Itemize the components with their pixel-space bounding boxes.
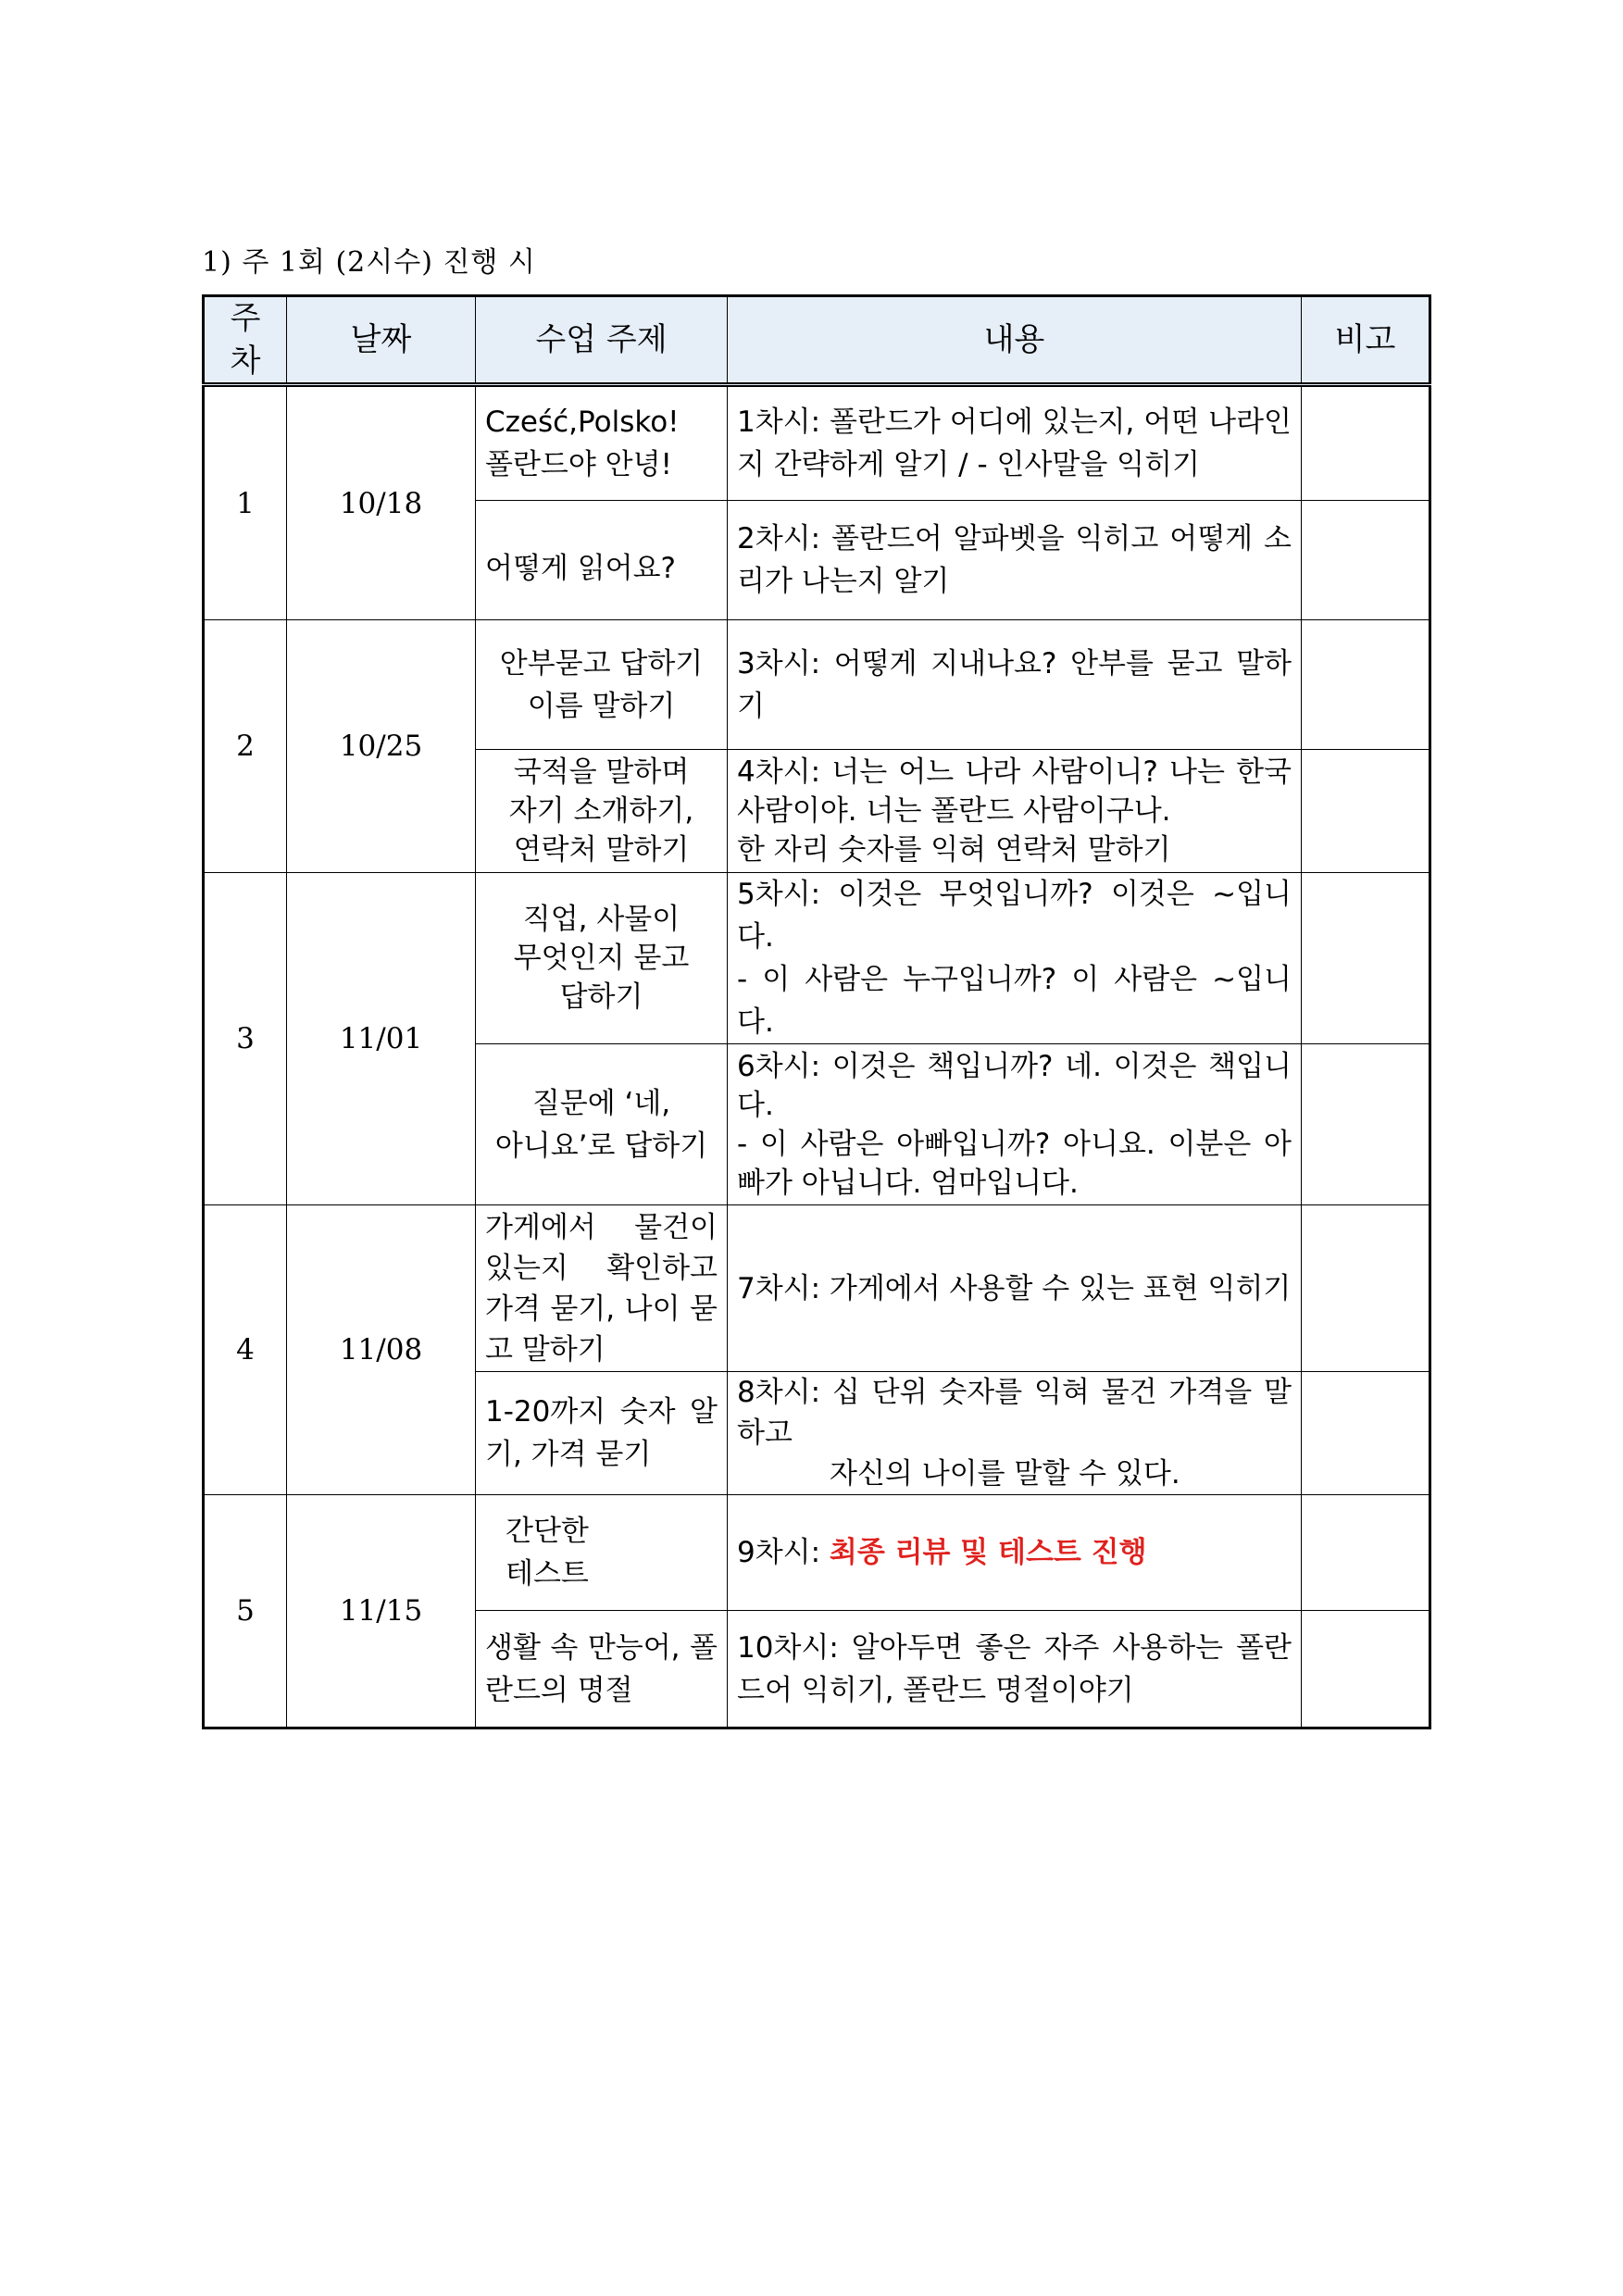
- week-number: 1: [204, 385, 287, 620]
- header-note: 비고: [1302, 296, 1430, 385]
- lesson-content: 1차시: 폴란드가 어디에 있는지, 어떤 나라인지 간략하게 알기 / - 인사말을 익히기: [728, 385, 1302, 501]
- lesson-content: 2차시: 폴란드어 알파벳을 익히고 어떻게 소리가 나는지 알기: [728, 501, 1302, 620]
- header-date: 날짜: [287, 296, 476, 385]
- week-number: 3: [204, 873, 287, 1205]
- lesson-topic: 간단한 테스트: [476, 1495, 728, 1611]
- lesson-note: [1302, 1205, 1430, 1372]
- lesson-topic: 질문에 ‘네, 아니요’로 답하기: [476, 1044, 728, 1205]
- lesson-content: 7차시: 가게에서 사용할 수 있는 표현 익히기: [728, 1205, 1302, 1372]
- table-row: [204, 873, 1430, 1044]
- header-row: [204, 296, 1430, 385]
- highlighted-content: 최종 리뷰 및 테스트 진행: [829, 1536, 1147, 1569]
- table-row: [204, 620, 1430, 750]
- week-number: 5: [204, 1495, 287, 1728]
- lesson-note: [1302, 620, 1430, 750]
- week-number: 2: [204, 620, 287, 873]
- lesson-topic: 직업, 사물이 무엇인지 묻고 답하기: [476, 873, 728, 1044]
- lesson-note: [1302, 1044, 1430, 1205]
- lesson-note: [1302, 750, 1430, 873]
- lesson-topic: 생활 속 만능어, 폴란드의 명절: [476, 1611, 728, 1728]
- header-week: 주차: [204, 296, 287, 385]
- lesson-note: [1302, 1372, 1430, 1495]
- table-row: [204, 1495, 1430, 1611]
- lesson-note: [1302, 501, 1430, 620]
- week-date: 11/08: [287, 1205, 476, 1495]
- lesson-topic: 국적을 말하며 자기 소개하기, 연락처 말하기: [476, 750, 728, 873]
- lesson-topic: 어떻게 읽어요?: [476, 501, 728, 620]
- lesson-content: 9차시: 최종 리뷰 및 테스트 진행: [728, 1495, 1302, 1611]
- lesson-topic: 안부묻고 답하기 이름 말하기: [476, 620, 728, 750]
- lesson-topic: 가게에서 물건이 있는지 확인하고 가격 묻기, 나이 묻고 말하기: [476, 1205, 728, 1372]
- lesson-content: 4차시: 너는 어느 나라 사람이니? 나는 한국 사람이야. 너는 폴란드 사람이구나. 한 자리 숫자를 익혀 연락처 말하기: [728, 750, 1302, 873]
- table-row: [204, 1205, 1430, 1372]
- lesson-content: 6차시: 이것은 책입니까? 네. 이것은 책입니다. - 이 사람은 아빠입니까? 아니요. 이분은 아빠가 아닙니다. 엄마입니다.: [728, 1044, 1302, 1205]
- lesson-content: 8차시: 십 단위 숫자를 익혀 물건 가격을 말하고 자신의 나이를 말할 수 있다.: [728, 1372, 1302, 1495]
- lesson-note: [1302, 873, 1430, 1044]
- table-row: [204, 385, 1430, 501]
- section-heading: 1) 주 1회 (2시수) 진행 시: [202, 246, 536, 279]
- week-number: 4: [204, 1205, 287, 1495]
- lesson-content: 3차시: 어떻게 지내나요? 안부를 묻고 말하기: [728, 620, 1302, 750]
- week-date: 10/25: [287, 620, 476, 873]
- week-date: 11/01: [287, 873, 476, 1205]
- lesson-note: [1302, 1495, 1430, 1611]
- week-date: 10/18: [287, 385, 476, 620]
- lesson-topic: 1-20까지 숫자 알기, 가격 묻기: [476, 1372, 728, 1495]
- lesson-plan-table: [202, 294, 1431, 1729]
- header-content: 내용: [728, 296, 1302, 385]
- lesson-content: 5차시: 이것은 무엇입니까? 이것은 ~입니다. - 이 사람은 누구입니까? 이 사람은 ~입니다.: [728, 873, 1302, 1044]
- header-topic: 수업 주제: [476, 296, 728, 385]
- lesson-note: [1302, 1611, 1430, 1728]
- lesson-topic: Cześć,Polsko! 폴란드야 안녕!: [476, 385, 728, 501]
- lesson-note: [1302, 385, 1430, 501]
- week-date: 11/15: [287, 1495, 476, 1728]
- lesson-content: 10차시: 알아두면 좋은 자주 사용하는 폴란드어 익히기, 폴란드 명절이야기: [728, 1611, 1302, 1728]
